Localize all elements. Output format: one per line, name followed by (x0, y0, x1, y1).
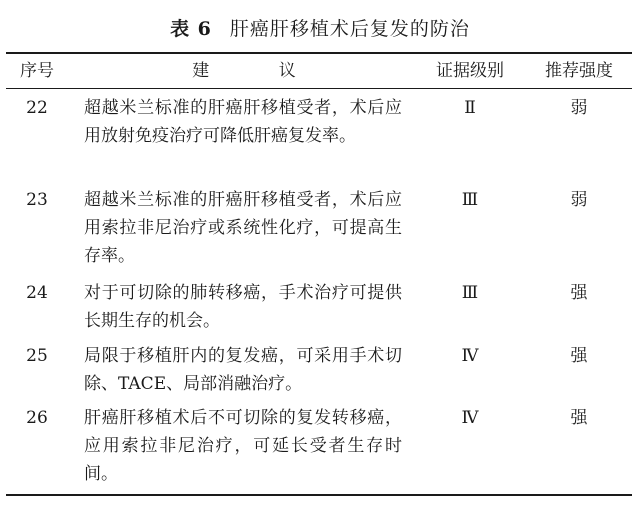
row-evidence-level: Ⅳ (461, 408, 479, 428)
row-number: 24 (26, 283, 48, 303)
header-number: 序号 (20, 61, 54, 81)
row-evidence-level: Ⅱ (464, 98, 476, 118)
row-recommendation-strength: 强 (570, 408, 588, 428)
row-evidence-level: Ⅲ (461, 283, 479, 303)
row-recommendation-strength: 强 (570, 346, 588, 366)
row-advice: 超越米兰标准的肝癌肝移植受者，术后应用索拉非尼治疗或系统性化疗，可提高生存率。 (84, 190, 402, 266)
header-advice: 建 议 (192, 61, 328, 81)
table-number: 表 6 (170, 18, 212, 40)
header-evidence-level: 证据级别 (436, 61, 504, 81)
table-title: 肝癌肝移植术后复发的防治 (229, 18, 470, 40)
bottom-rule (6, 494, 632, 496)
row-advice: 局限于移植肝内的复发癌，可采用手术切除、TACE、局部消融治疗。 (84, 346, 402, 394)
table-caption (0, 14, 640, 41)
row-recommendation-strength: 强 (570, 283, 588, 303)
row-number: 23 (26, 190, 48, 210)
row-recommendation-strength: 弱 (570, 190, 588, 210)
header-rule (6, 88, 632, 89)
row-advice: 肝癌肝移植术后不可切除的复发转移癌，应用索拉非尼治疗，可延长受者生存时间。 (84, 408, 402, 484)
row-advice: 对于可切除的肺转移癌，手术治疗可提供长期生存的机会。 (84, 283, 402, 331)
row-number: 26 (26, 408, 48, 428)
row-evidence-level: Ⅳ (461, 346, 479, 366)
row-evidence-level: Ⅲ (461, 190, 479, 210)
row-number: 22 (26, 98, 48, 118)
top-rule (6, 52, 632, 54)
header-recommendation-strength: 推荐强度 (545, 61, 613, 81)
row-number: 25 (26, 346, 48, 366)
row-advice: 超越米兰标准的肝癌肝移植受者，术后应用放射免疫治疗可降低肝癌复发率。 (84, 98, 402, 146)
row-recommendation-strength: 弱 (570, 98, 588, 118)
